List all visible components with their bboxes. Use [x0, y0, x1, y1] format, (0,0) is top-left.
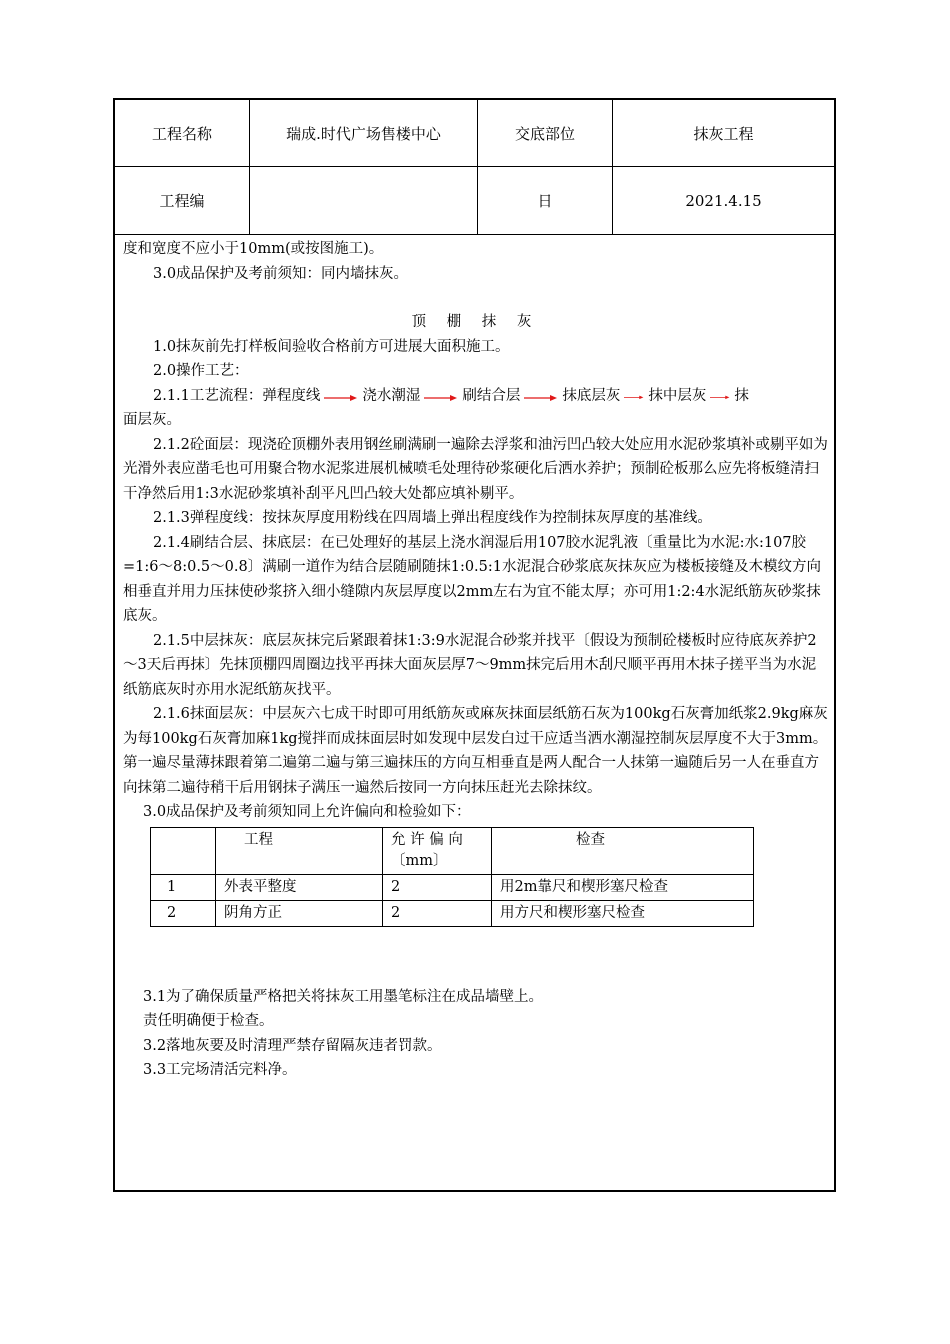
- header-table: [115, 100, 834, 235]
- paragraph: 责任明确便于检查。: [143, 1013, 274, 1029]
- flow-step: 浇水潮湿: [362, 387, 421, 404]
- flow-lead: 2.1.1工艺流程：: [153, 387, 263, 404]
- arrow-right-icon: [710, 395, 730, 400]
- paragraph: 3.1为了确保质量严格把关将抹灰工用墨笔标注在成品墙壁上。: [143, 988, 544, 1005]
- table-cell: 2: [151, 900, 216, 926]
- table-header-cell: [151, 827, 216, 874]
- table-row: [151, 900, 754, 926]
- paragraph: 2.1.4刷结合层、抹底层：在已处理好的基层上浇水润湿后用107胶水泥乳液〔重量比为水泥:水:107胶=1:6～8:0.5～0.8〕满刷一道作为结合层随刷随抹1:0.5:1水泥混合砂浆底灰抹灰应为楼板接缝及木模纹方向相垂直并用力压抹使砂浆挤入细小缝隙内灰层厚度以2mm左右为宜不能太厚；亦可用1:2:4水泥纸筋灰砂浆抹底灰。: [123, 534, 821, 624]
- table-cell: 用2m靠尺和楔形塞尺检查: [492, 874, 754, 900]
- paragraph: 2.0操作工艺：: [153, 363, 249, 379]
- flow-step: 抹: [734, 387, 749, 404]
- spacer: [123, 927, 828, 985]
- table-cell: 用方尺和楔形塞尺检查: [492, 900, 754, 926]
- table-header-cell: 检查: [492, 827, 754, 874]
- disclosure-part-label: 交底部位: [478, 100, 613, 167]
- project-number-value: [250, 167, 478, 235]
- flow-step: 抹中层灰: [648, 387, 707, 404]
- arrow-right-icon: [424, 394, 458, 402]
- flow-step: 弹程度线: [262, 387, 321, 404]
- disclosure-part-value: 抹灰工程: [613, 100, 835, 167]
- paragraph: 2.1.2砼面层：现浇砼顶棚外表用钢丝刷满刷一遍除去浮浆和油污凹凸较大处应用水泥砂浆填补或剔平如为光滑外表应凿毛也可用聚合物水泥浆进展机械喷毛处理待砂浆硬化后洒水养护；预制砼板那么应先将板缝清扫干净然后用1:3水泥砂浆填补刮平凡凹凸较大处都应填补剔平。: [123, 436, 828, 502]
- paragraph: 3.0成品保护及考前须知同上允许偏向和检验如下：: [143, 804, 471, 820]
- table-cell: 2: [383, 900, 492, 926]
- section-title: 顶 棚 抹 灰: [411, 314, 540, 330]
- paragraph: 3.0成品保护及考前须知：同内墙抹灰。: [153, 265, 409, 282]
- process-flow: [123, 384, 828, 409]
- document-body: [123, 237, 828, 1083]
- table-cell: 外表平整度: [216, 874, 383, 900]
- project-number-label: 工程编: [115, 167, 250, 235]
- paragraph: 2.1.3弹程度线：按抹灰厚度用粉线在四周墙上弹出程度线作为控制抹灰厚度的基准线。: [153, 510, 712, 526]
- table-header-cell: 工程: [216, 827, 383, 874]
- arrow-right-icon: [524, 394, 558, 402]
- document-frame: [113, 98, 836, 1192]
- paragraph: 1.0抹灰前先打样板间验收合格前方可进展大面积施工。: [153, 338, 510, 355]
- flow-continuation: 面层灰。: [123, 412, 181, 428]
- table-cell: 2: [383, 874, 492, 900]
- project-name-value: 瑞成.时代广场售楼中心: [250, 100, 478, 167]
- arrow-right-icon: [324, 394, 358, 402]
- table-row: [151, 874, 754, 900]
- arrow-right-icon: [624, 395, 644, 400]
- table-header-cell: 允 许 偏 向〔mm〕: [383, 827, 492, 874]
- table-header-row: [151, 827, 754, 874]
- paragraph: 2.1.6抹面层灰：中层灰六七成干时即可用纸筋灰或麻灰抹面层纸筋石灰为100kg石灰膏加纸浆2.9kg麻灰为每100kg石灰膏加麻1kg搅拌而成抹面层时如发现中层发白过干应适当洒水潮湿控制灰层厚度不大于3mm。第一遍尽量薄抹跟着第二遍第二遍与第三遍抹压的方向互相垂直是两人配合一人抹第一遍随后另一人在垂直方向抹第二遍待稍干后用钢抹子满压一遍然后按同一方向抹压赶光去除抹纹。: [123, 706, 828, 796]
- paragraph: 3.2落地灰要及时清理严禁存留隔灰违者罚款。: [143, 1037, 442, 1054]
- date-label: 日: [478, 167, 613, 235]
- paragraph: 3.3工完场清活完料净。: [143, 1062, 297, 1078]
- table-cell: 阴角方正: [216, 900, 383, 926]
- project-name-label: 工程名称: [115, 100, 250, 167]
- table-cell: 1: [151, 874, 216, 900]
- flow-step: 刷结合层: [462, 387, 521, 404]
- tolerance-table: [150, 827, 754, 927]
- paragraph: 度和宽度不应小于10mm(或按图施工)。: [123, 241, 384, 257]
- paragraph: 2.1.5中层抹灰：底层灰抹完后紧跟着抹1:3:9水泥混合砂浆并找平〔假设为预制砼楼板时应待底灰养护2～3天后再抹〕先抹顶棚四周圈边找平再抹大面灰层厚7～9mm抹完后用木刮尺顺平再用木抹子搓平当为水泥纸筋底灰时亦用水泥纸筋灰找平。: [123, 632, 817, 698]
- flow-step: 抹底层灰: [562, 387, 621, 404]
- date-value: 2021.4.15: [613, 167, 835, 235]
